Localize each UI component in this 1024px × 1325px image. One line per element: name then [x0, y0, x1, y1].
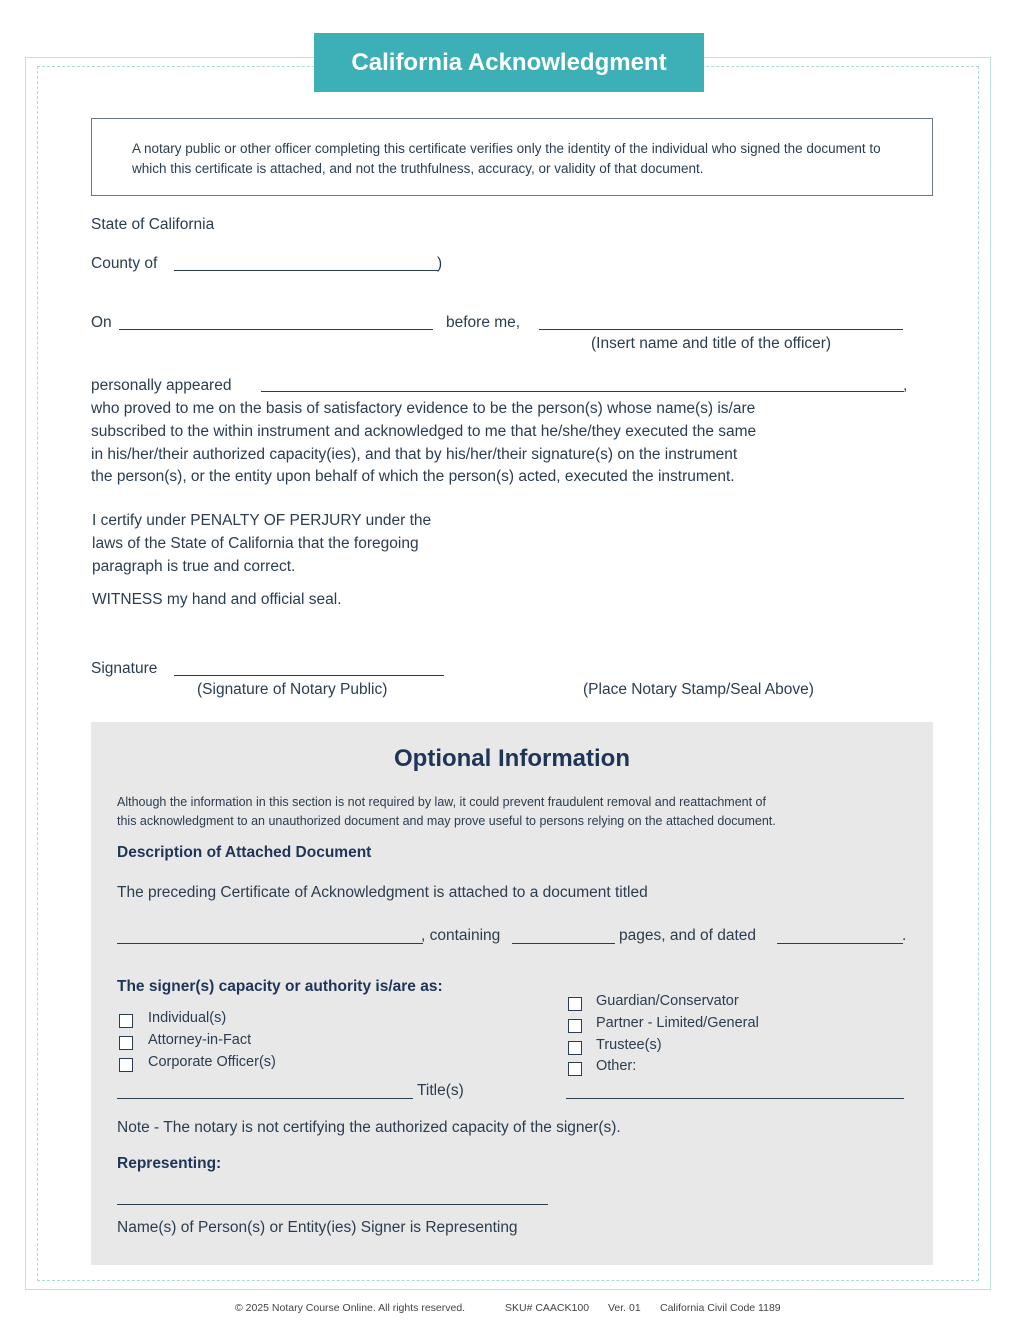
paragraph-line: in his/her/their authorized capacity(ies), and that by his/her/their signature(s) on the instrument	[91, 445, 738, 463]
corporate-officer-checkbox[interactable]	[119, 1058, 133, 1072]
other-capacity-field[interactable]	[566, 1098, 904, 1099]
preceding-text: The preceding Certificate of Acknowledgment is attached to a document titled	[117, 884, 648, 901]
certify-line: laws of the State of California that the foregoing	[92, 534, 419, 552]
representing-field[interactable]	[117, 1204, 548, 1205]
paragraph-line: who proved to me on the basis of satisfactory evidence to be the person(s) whose name(s) is/are	[91, 400, 756, 417]
state-label: State of California	[91, 216, 215, 233]
optional-title: Optional Information	[394, 745, 630, 772]
document-date-field[interactable]	[777, 943, 903, 944]
attorney-in-fact-label: Attorney-in-Fact	[148, 1032, 252, 1048]
date-period: .	[902, 927, 907, 944]
disclaimer-text: A notary public or other officer completing this certificate verifies only the identity of the individual who signed the document to which this certificate is attached, and not the truthfulness, accuracy, or validity of that document.	[132, 141, 881, 176]
representing-heading: Representing:	[117, 1155, 222, 1172]
footer-version: Ver. 01	[608, 1302, 641, 1314]
perjury-certification	[92, 510, 431, 578]
footer-copyright: © 2025 Notary Course Online. All rights reserved.	[235, 1302, 466, 1314]
individual-checkbox[interactable]	[119, 1014, 133, 1028]
certify-line: I certify under PENALTY OF PERJURY under the	[92, 512, 432, 529]
partner-label: Partner - Limited/General	[596, 1015, 759, 1031]
pages-count-field[interactable]	[512, 943, 615, 944]
trustee-checkbox[interactable]	[568, 1041, 582, 1055]
optional-information-panel	[91, 722, 933, 1265]
corporate-officer-label: Corporate Officer(s)	[148, 1054, 276, 1070]
county-field[interactable]	[174, 270, 438, 271]
partner-checkbox[interactable]	[568, 1019, 582, 1033]
document-title-field[interactable]	[117, 943, 423, 944]
officer-name-field[interactable]	[539, 329, 903, 330]
trustee-label: Trustee(s)	[596, 1037, 662, 1053]
other-label: Other:	[596, 1058, 637, 1074]
signature-label: Signature	[91, 660, 158, 677]
before-me-label: before me,	[446, 314, 521, 331]
officer-hint: (Insert name and title of the officer)	[591, 335, 832, 352]
signature-field[interactable]	[174, 675, 444, 676]
certify-line: paragraph is true and correct.	[92, 557, 296, 575]
signer-name-field[interactable]	[261, 391, 904, 392]
guardian-conservator-label: Guardian/Conservator	[596, 993, 739, 1009]
on-label: On	[91, 314, 112, 331]
signature-hint: (Signature of Notary Public)	[197, 681, 388, 698]
paragraph-line: the person(s), or the entity upon behalf of which the person(s) acted, executed the instrument.	[91, 468, 735, 486]
other-checkbox[interactable]	[568, 1062, 582, 1076]
titles-field[interactable]	[117, 1098, 413, 1099]
footer-civil-code: California Civil Code 1189	[660, 1302, 781, 1314]
capacity-note: Note - The notary is not certifying the authorized capacity of the signer(s).	[117, 1119, 621, 1136]
acknowledgment-paragraph	[91, 398, 756, 489]
description-heading: Description of Attached Document	[117, 844, 372, 861]
intro-line: Although the information in this section is not required by law, it could prevent fraudulent removal and reattachment of	[117, 795, 766, 809]
disclaimer-box	[91, 118, 933, 196]
county-close-paren: )	[437, 255, 443, 272]
paragraph-line: subscribed to the within instrument and acknowledged to me that he/she/they executed the same	[91, 422, 757, 440]
footer-sku: SKU# CAACK100	[505, 1302, 590, 1314]
intro-line: this acknowledgment to an unauthorized document and may prove useful to persons relying on the attached document.	[117, 814, 776, 828]
appeared-comma: ,	[903, 377, 908, 394]
date-field[interactable]	[119, 329, 433, 330]
county-label: County of	[91, 255, 158, 272]
titles-label: Title(s)	[417, 1082, 464, 1099]
pages-label: pages, and of dated	[619, 927, 757, 944]
representing-hint: Name(s) of Person(s) or Entity(ies) Signer is Representing	[117, 1219, 518, 1236]
containing-label: , containing	[421, 927, 501, 944]
form-title: California Acknowledgment	[314, 33, 704, 92]
individual-label: Individual(s)	[148, 1010, 227, 1026]
appeared-label: personally appeared	[91, 377, 232, 394]
attorney-in-fact-checkbox[interactable]	[119, 1036, 133, 1050]
capacity-heading: The signer(s) capacity or authority is/are as:	[117, 978, 443, 995]
witness-statement: WITNESS my hand and official seal.	[92, 591, 342, 608]
guardian-conservator-checkbox[interactable]	[568, 997, 582, 1011]
seal-hint: (Place Notary Stamp/Seal Above)	[583, 681, 814, 698]
optional-intro	[117, 793, 776, 831]
